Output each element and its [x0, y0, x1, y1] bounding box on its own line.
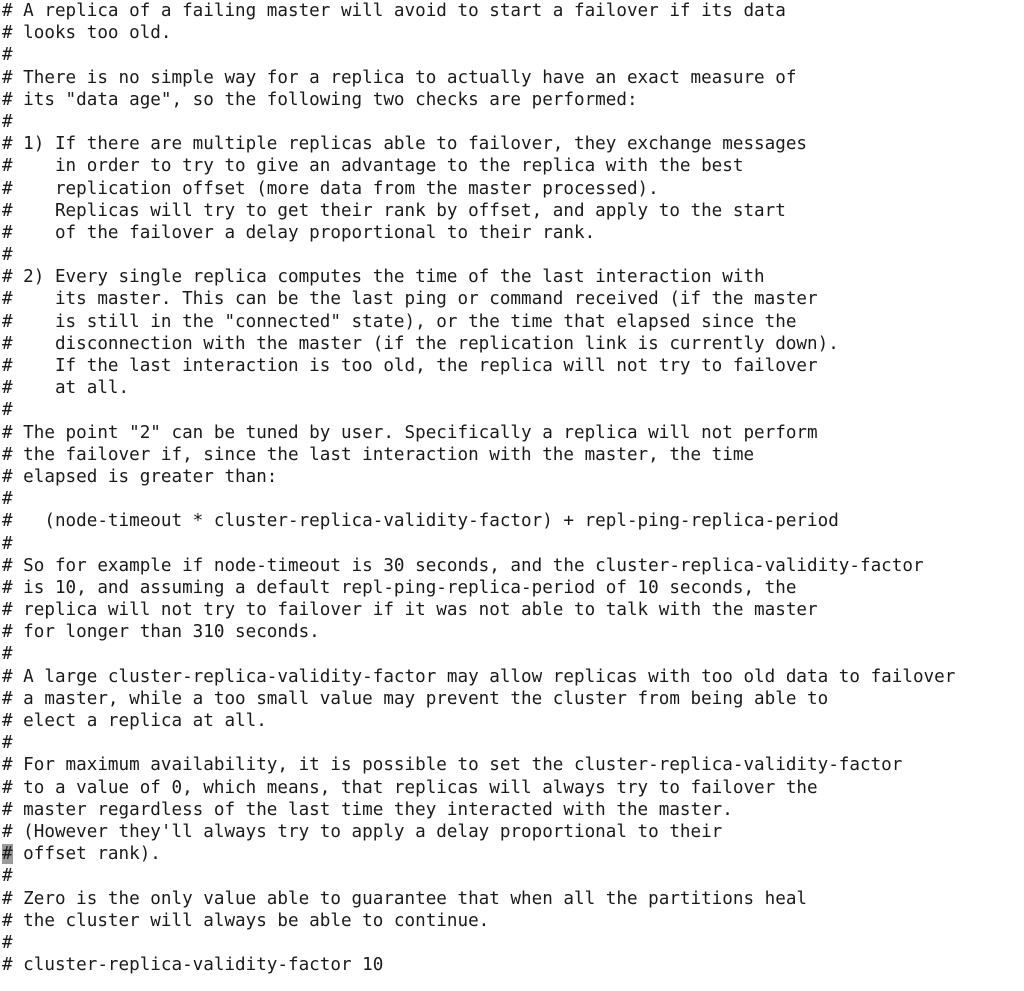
text-line[interactable]: # 2) Every single replica computes the time of the last interaction with — [2, 267, 765, 288]
text-line[interactable]: # — [2, 866, 13, 887]
text-line[interactable]: # the cluster will always be able to continue. — [2, 910, 490, 931]
text-line[interactable]: # for longer than 310 seconds. — [2, 622, 320, 643]
text-line[interactable]: # — [2, 111, 13, 132]
text-line[interactable]: # at all. — [2, 378, 130, 399]
text-line[interactable]: # its master. This can be the last ping or command received (if the master — [2, 289, 818, 310]
text-line[interactable]: # Zero is the only value able to guarantee that when all the partitions heal — [2, 888, 808, 909]
text-line[interactable]: # — [2, 644, 13, 665]
text-line[interactable]: # If the last interaction is too old, the replica will not try to failover — [2, 356, 818, 376]
text-line[interactable]: # The point "2" can be tuned by user. Specifically a replica will not perform — [2, 422, 818, 443]
text-line[interactable]: # For maximum availability, it is possible to set the cluster-replica-validity-factor — [2, 755, 903, 776]
text-line[interactable]: # a master, while a too small value may prevent the cluster from being able to — [2, 688, 829, 709]
text-line[interactable]: # — [2, 932, 13, 953]
text-line[interactable]: # cluster-replica-validity-factor 10 — [2, 955, 384, 976]
text-line[interactable]: # master regardless of the last time they interacted with the master. — [2, 799, 733, 820]
text-line[interactable]: # (node-timeout * cluster-replica-validity-factor) + repl-ping-replica-period — [2, 511, 839, 532]
text-line[interactable]: # is 10, and assuming a default repl-ping-replica-period of 10 seconds, the — [2, 577, 797, 598]
text-line[interactable]: # — [2, 245, 13, 266]
text-buffer[interactable] — [2, 0, 955, 976]
text-line[interactable]: # — [2, 489, 13, 510]
text-cursor: # — [2, 844, 13, 865]
text-line[interactable]: # replication offset (more data from the master processed). — [2, 178, 659, 199]
text-line[interactable]: # A replica of a failing master will avoid to start a failover if its data — [2, 1, 786, 21]
text-line[interactable]: # offset rank). — [2, 844, 161, 865]
text-line[interactable]: # disconnection with the master (if the replication link is currently down). — [2, 333, 839, 354]
text-line[interactable]: # looks too old. — [2, 23, 172, 44]
text-line[interactable]: # So for example if node-timeout is 30 seconds, and the cluster-replica-validity-factor — [2, 555, 924, 576]
text-line[interactable]: # is still in the "connected" state), or the time that elapsed since the — [2, 311, 797, 332]
text-line[interactable]: # to a value of 0, which means, that replicas will always try to failover the — [2, 777, 818, 798]
text-line[interactable]: # (However they'll always try to apply a delay proportional to their — [2, 821, 723, 842]
text-line[interactable]: # A large cluster-replica-validity-factor may allow replicas with too old data to failover — [2, 666, 956, 687]
text-line[interactable]: # in order to try to give an advantage to the replica with the best — [2, 156, 744, 177]
text-line[interactable]: # its "data age", so the following two checks are performed: — [2, 89, 638, 110]
text-line[interactable]: # of the failover a delay proportional to their rank. — [2, 222, 596, 243]
text-line[interactable]: # 1) If there are multiple replicas able to failover, they exchange messages — [2, 134, 808, 155]
text-line[interactable]: # — [2, 400, 13, 421]
text-line[interactable]: # There is no simple way for a replica to actually have an exact measure of — [2, 67, 797, 88]
text-line[interactable]: # — [2, 533, 13, 554]
text-line[interactable]: # — [2, 45, 13, 66]
text-line[interactable]: # elapsed is greater than: — [2, 466, 278, 487]
text-line[interactable]: # elect a replica at all. — [2, 711, 267, 731]
text-line[interactable]: # — [2, 733, 13, 754]
text-line[interactable]: # the failover if, since the last interaction with the master, the time — [2, 444, 755, 465]
text-line[interactable]: # replica will not try to failover if it was not able to talk with the master — [2, 600, 818, 621]
text-line[interactable]: # Replicas will try to get their rank by offset, and apply to the start — [2, 200, 786, 221]
